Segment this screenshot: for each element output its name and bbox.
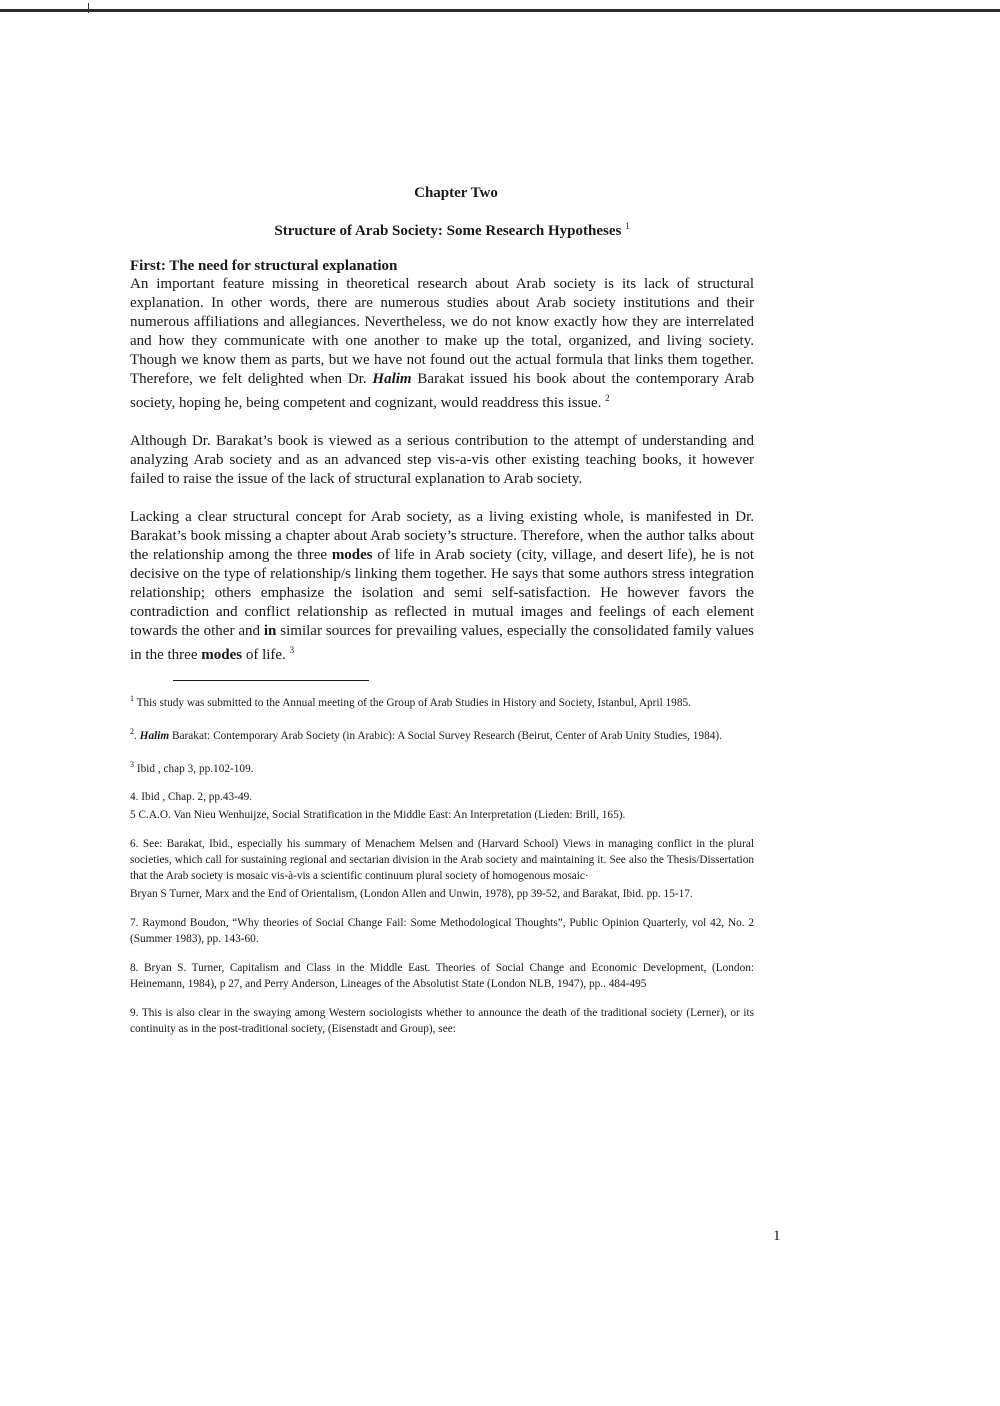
page-content <box>130 185 754 1050</box>
paragraph-2: Although Dr. Barakat’s book is viewed as a serious contribution to the attempt of understanding and analyzing Arab society and as an advanced step vis-a-vis other existing teaching books, it however failed to raise the issue of the lack of structural explanation to Arab society. <box>130 433 754 487</box>
paragraph-3-text-b: of life in Arab society (city, village, and desert life), he is not decisive on the type of relationship/s linking them together. He says that some authors stress integration relationship; others emphasize the isolation and semi self-satisfaction. He however favors the contradiction and conflict relationship as reflected in mutual images and feelings of each element towards the other and <box>130 547 754 639</box>
section-heading: First: The need for structural explanation <box>130 258 398 274</box>
top-rule <box>0 9 1000 12</box>
footnote-2-number: 2 <box>130 726 134 736</box>
footnote-2-prefix: . <box>134 729 140 742</box>
author-name: Halim <box>372 371 412 387</box>
document-title-text: Structure of Arab Society: Some Research Hypotheses <box>274 223 622 239</box>
top-rule-tick <box>88 3 89 13</box>
footnote-9: 9. This is also clear in the swaying among Western sociologists whether to announce the death of the traditional society (Lerner), or its continuity as in the post-traditional society, (Eisenstadt and Group), see: <box>130 1007 754 1036</box>
footnote-separator <box>173 680 369 681</box>
footnote-1-number: 1 <box>130 694 134 703</box>
paragraph-3-text-d: of life. <box>242 647 286 663</box>
paragraph-3-text-a: Lacking a clear structural concept for Arab society, as a living existing whole, is manifested in Dr. Barakat’s book missing a chapter about Arab society’s structure. Therefore, when the author talks about the relationship among the three <box>130 509 754 563</box>
footnote-8: 8. Bryan S. Turner, Capitalism and Class in the Middle East. Theories of Social Change and Economic Development, (London: Heinemann, 1984), p 27, and Perry Anderson, Lineages of the Absolutist State (London NLB, 1947), pp.. 484-495 <box>130 962 754 991</box>
footnote-2-text: Barakat: Contemporary Arab Society (in Arabic): A Social Survey Research (Beirut, Center of Arab Unity Studies, 1984). <box>169 729 722 742</box>
footnote-3 <box>130 757 754 777</box>
footnote-ref-3: 3 <box>289 645 295 655</box>
paragraph-3-text-c: similar sources for prevailing values, especially the consolidated family values in the three <box>130 623 754 663</box>
footnote-7: 7. Raymond Boudon, “Why theories of Social Change Fail: Some Methodological Thoughts”, Public Opinion Quarterly, vol 42, No. 2 (Summer 1983), pp. 143-60. <box>130 917 754 946</box>
page-number: 1 <box>773 1228 781 1244</box>
paragraph-1-text-b: Barakat issued his book about the contemporary Arab society, hoping he, being competent and cognizant, would readdress this issue. <box>130 371 754 411</box>
footnote-1 <box>130 691 754 711</box>
document-title <box>130 221 754 240</box>
footnote-2 <box>130 724 754 744</box>
paragraph-1 <box>130 275 754 413</box>
footnote-2-author-name: Halim <box>139 729 170 742</box>
footnote-5: 5 C.A.O. Van Nieu Wenhuijze, Social Stratification in the Middle East: An Interpretation (Lieden: Brill, 165). <box>130 809 626 822</box>
footnote-6: 6. See: Barakat, Ibid., especially his summary of Menachem Melsen and (Harvard School) Views in managing conflict in the plural societies, which call for sustaining regional and sectarian division in the Arab society and maintaining it. See also the Thesis/Dissertation that the Arab society is mosaic vis-à-vis a scientific continuum plural society of homogenous mosaic· <box>130 838 754 883</box>
emphasis-modes-2: modes <box>201 647 243 663</box>
footnote-4: 4. Ibid , Chap. 2, pp.43-49. <box>130 791 253 804</box>
paragraph-1-text-a: An important feature missing in theoretical research about Arab society is its lack of structural explanation. In other words, there are numerous studies about Arab society institutions and their numerous affiliations and allegiances. Nevertheless, we do not know exactly how they are interrelated and how they communicate with one another to make up the total, organized, and living society. Though we know them as parts, but we have not found out the actual formula that links them together. Therefore, we felt delighted when Dr. <box>130 276 754 387</box>
footnote-6-continued: Bryan S Turner, Marx and the End of Orientalism, (London Allen and Unwin, 1978), pp 39-52, and Barakat, Ibid. pp. 15-17. <box>130 888 693 901</box>
emphasis-in: in <box>263 623 277 639</box>
footnote-3-number: 3 <box>130 759 134 769</box>
paragraph-3 <box>130 508 754 665</box>
footnote-3-text: Ibid , chap 3, pp.102-109. <box>134 762 254 775</box>
footnote-ref-2: 2 <box>605 393 610 403</box>
footnote-1-text: This study was submitted to the Annual meeting of the Group of Arab Studies in History and Society, Istanbul, April 1985. <box>134 696 691 709</box>
emphasis-modes-1: modes <box>331 547 373 563</box>
footnote-ref-1: 1 <box>625 221 630 231</box>
chapter-title: Chapter Two <box>414 185 498 201</box>
